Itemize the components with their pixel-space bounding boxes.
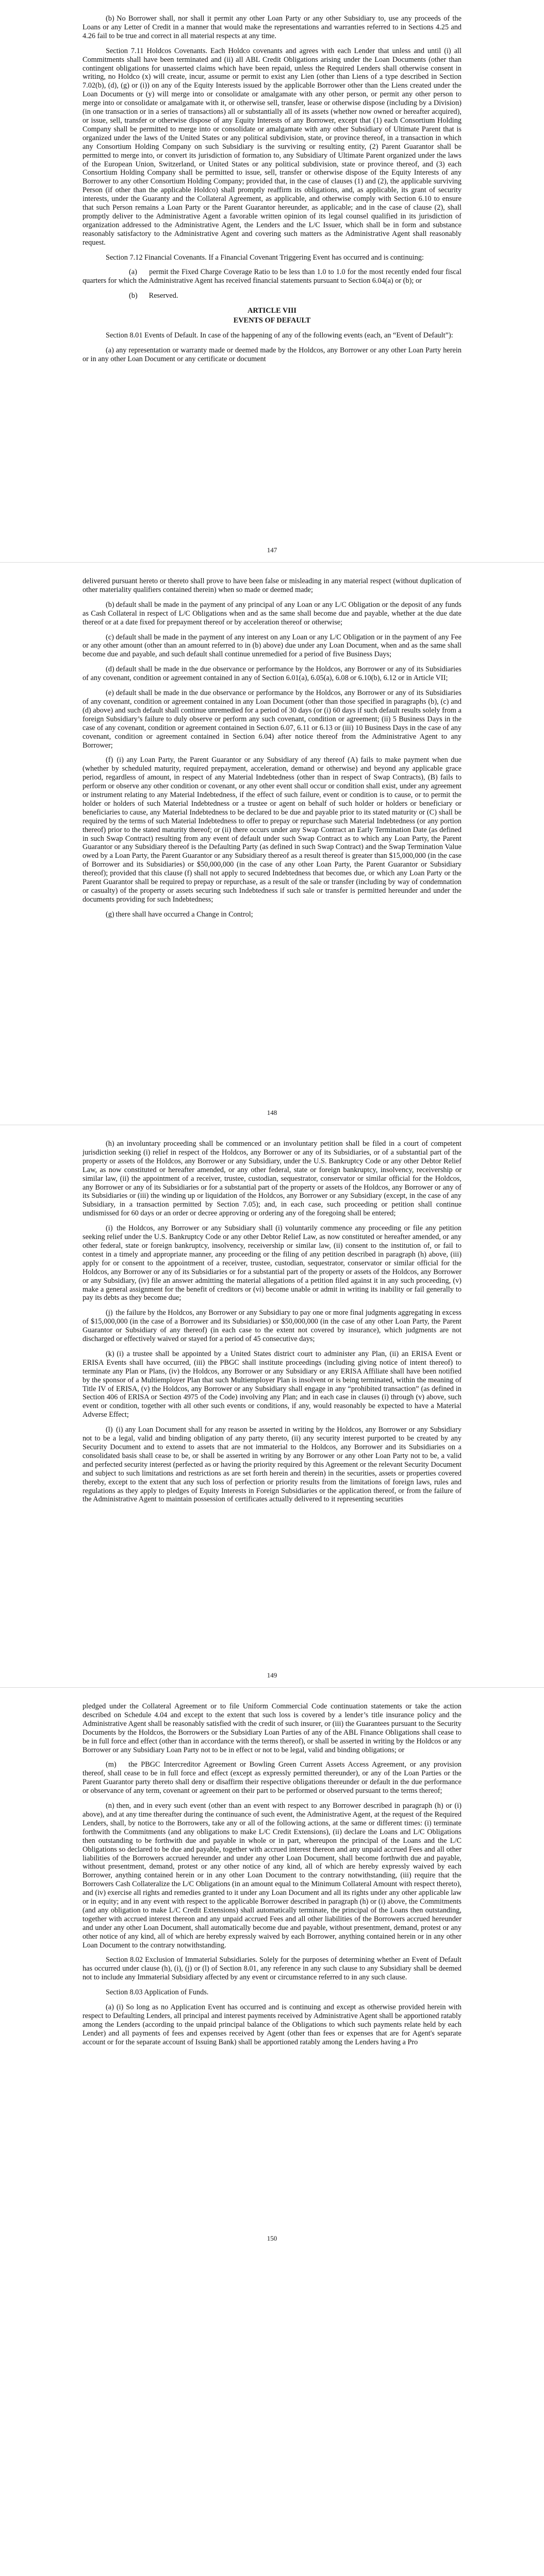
paragraph: (b) No Borrower shall, nor shall it permit any other Loan Party or any other Subsidiary to, use any proceeds of the Loans or any Letter of Credit in a manner that would make the representations and warranties referred to in Sections 4.25 and 4.26 fail to be true and correct in all material respects at any time. xyxy=(83,14,464,40)
page-number: 148 xyxy=(267,1109,277,1117)
paragraph: Section 8.02 Exclusion of Immaterial Subsidiaries. Solely for the purposes of determining whether an Event of Default has occurred under clause (h), (i), (j) or (l) of Section 8.01, any reference in any such clause to any Subsidiary shall be deemed not to include any Immaterial Subsidiary affected by any event or circumstance referred to in any such clause. xyxy=(83,1956,464,1982)
paragraph: (a) permit the Fixed Charge Coverage Ratio to be less than 1.0 to 1.0 for the most recently ended four fiscal quarters for which the Administrative Agent has received financial statements pursuant to Section 6.04(a) or (b); or xyxy=(83,268,464,285)
page-number: 150 xyxy=(267,2234,277,2243)
paragraph: (m) the PBGC Intercreditor Agreement or Bowling Green Current Assets Access Agreement, or any provision thereof, shall cease to be in full force and effect (except as expressly permitted thereunder), or any of the Loan Parties or the Parent Guarantor party thereto shall deny or disaffirm their respective obligations thereunder or default in the due performance or observance of any term, covenant or agreement on their part to be performed or observed pursuant to the terms thereof; xyxy=(83,1760,464,1795)
paragraph: Section 7.12 Financial Covenants. If a Financial Covenant Triggering Event has occurred and is continuing: xyxy=(106,253,424,262)
document-page xyxy=(0,563,544,1125)
paragraph: (b) default shall be made in the payment of any principal of any Loan or any L/C Obligation or the deposit of any funds as Cash Collateral in respect of L/C Obligations when and as the same shall become due and payable, whether at the due date thereof or at a date fixed for prepayment thereof or by acceleration thereof or otherwise; xyxy=(83,600,464,626)
paragraph: (a) any representation or warranty made or deemed made by the Holdcos, any Borrower or any other Loan Party herein or in any other Loan Document or any certificate or document xyxy=(83,346,464,363)
paragraph: pledged under the Collateral Agreement or to file Uniform Commercial Code continuation statements or take the action described on Schedule 4.04 and except to the extent that such loss is covered by a lender’s title insurance policy and the Administrative Agent shall be reasonably satisfied with the credit of such insurer, or (iii) the Guarantees pursuant to the Security Documents by the Holdcos, the Borrowers or the Subsidiary Loan Parties of any of the ABL Finance Obligations shall cease to be in full force and effect (other than in accordance with the terms thereof), or shall be asserted in writing by the Holdcos or any Borrower or any Subsidiary Loan Party not to be in effect or not to be legal, valid and binding obligations; or xyxy=(83,1702,464,1754)
paragraph: (i) the Holdcos, any Borrower or any Subsidiary shall (i) voluntarily commence any proceeding or file any petition seeking relief under the U.S. Bankruptcy Code or any other Debtor Relief Law, as now constituted or hereafter amended, or any other federal, state or foreign bankruptcy, insolvency, receivership or similar law, (ii) consent to the institution of, or fail to contest in a timely and appropriate manner, any proceeding or the filing of any petition described in paragraph (h) above, (iii) apply for or consent to the appointment of a receiver, trustee, custodian, sequestrator, conservator or similar official for the Holdcos, any Borrower or any of its Subsidiaries or for a substantial part of the property or assets of the Holdcos, any Borrower or any Subsidiary, (iv) file an answer admitting the material allegations of a petition filed against it in any such proceeding, (v) make a general assignment for the benefit of creditors or (vi) become unable or admit in writing its inability or fail generally to pay its debts as they become due; xyxy=(83,1224,464,1302)
document-page xyxy=(0,1688,544,2250)
paragraph: delivered pursuant hereto or thereto shall prove to have been false or misleading in any material respect (without duplication of other materiality qualifiers contained therein) when so made or deemed made; xyxy=(83,577,464,594)
paragraph: (k) (i) a trustee shall be appointed by a United States district court to administer any Plan, (ii) an ERISA Event or ERISA Events shall have occurred, (iii) the PBGC shall institute proceedings (including giving notice of intent thereof) to terminate any Plan or Plans, (iv) the Holdcos, any Borrower or any Subsidiary or any ERISA Affiliate shall have been notified by the sponsor of a Multiemployer Plan that such Multiemployer Plan is insolvent or is being terminated, within the meaning of Title IV of ERISA, (v) the Holdcos, any Borrower or any Subsidiary shall engage in any “prohibited transaction” (as defined in Section 406 of ERISA or Section 4975 of the Code) involving any Plan; and in each case in clauses (i) through (v) above, such event or condition, together with all other such events or conditions, if any, would reasonably be expected to have a Material Adverse Effect; xyxy=(83,1349,464,1419)
paragraph: (n) then, and in every such event (other than an event with respect to any Borrower described in paragraph (h) or (i) above), and at any time thereafter during the continuance of such event, the Administrative Agent, at the request of the Required Lenders, shall, by notice to the Borrowers, take any or all of the following actions, at the same or different times: (i) terminate forthwith the Commitments (and any obligations to make L/C Credit Extensions), (ii) declare the Loans and L/C Obligations then outstanding to be forthwith due and payable in whole or in part, whereupon the principal of the Loans and the L/C Obligations so declared to be due and payable, together with accrued interest thereon and any unpaid accrued Fees and all other liabilities of the Borrowers accrued hereunder and under any other Loan Document, shall become forthwith due and payable, without presentment, demand, protest or any other notice of any kind, all of which are hereby expressly waived by each Borrower, anything contained herein or in any other Loan Document to the contrary notwithstanding, (iii) require that the Borrowers Cash Collateralize the L/C Obligations (in an amount equal to the Minimum Collateral Amount with respect thereto), and (iv) exercise all rights and remedies granted to it under any Loan Document and all its rights under any other applicable law or in equity; and in any event with respect to the applicable Borrower described in paragraph (h) or (i) above, the Commitments (and any obligation to make L/C Credit Extensions) shall automatically terminate, the principal of the Loans then outstanding, together with accrued interest thereon and any unpaid accrued Fees and all other liabilities of the Borrowers accrued hereunder and under any other Loan Document, shall automatically become due and payable, without presentment, demand, protest or any other notice of any kind, all of which are hereby expressly waived by each Borrower, anything contained herein or in any other Loan Document to the contrary notwithstanding. xyxy=(83,1802,464,1950)
document-page xyxy=(0,0,544,563)
page-number: 149 xyxy=(267,1671,277,1680)
paragraph: Section 8.01 Events of Default. In case of the happening of any of the following events (each, an “Event of Default”): xyxy=(106,331,453,340)
paragraph: (f) (i) any Loan Party, the Parent Guarantor or any Subsidiary of any thereof (A) fails to make payment when due (whether by scheduled maturity, required prepayment, acceleration, demand or otherwise) and beyond any applicable grace period, regardless of amount, in respect of any Material Indebtedness (other than in respect of Swap Contracts), (B) fails to perform or observe any other condition or covenant, or any other event shall occur or condition shall exist, under any agreement or instrument relating to any Material Indebtedness, if the effect of such failure, event or condition is to cause, or to permit the holder or holders of such Material Indebtedness or a trustee or agent on behalf of such holder or holders or beneficiary or beneficiaries to cause, any Material Indebtedness to be declared to be due and payable prior to its stated maturity or (C) shall be required by the terms of such Material Indebtedness to offer to prepay or repurchase such Material Indebtedness (or any portion thereof) prior to the stated maturity thereof; or (ii) there occurs under any Swap Contract an Early Termination Date (as defined in such Swap Contract) resulting from any event of default under such Swap Contract as to which any Loan Party, the Parent Guarantor or any Subsidiary thereof is the Defaulting Party (as defined in such Swap Contract) and the Swap Termination Value owed by a Loan Party, the Parent Guarantor or any Subsidiary thereof as a result thereof is greater than $15,000,000 (in the case of Borrower and its Subsidiaries) or $50,000,000 (in the case of any other Loan Party, the Parent Guarantor or Subsidiary thereof); provided that this clause (f) shall not apply to secured Indebtedness that becomes due, or which any Loan Party or the Parent Guarantor shall be required to prepay or repurchase, as a result of the sale or transfer (including by way of condemnation or casualty) of the property or assets securing such Indebtedness if such sale or transfer is permitted hereunder and under the documents providing for such Indebtedness; xyxy=(83,756,464,904)
paragraph: Section 7.11 Holdcos Covenants. Each Holdco covenants and agrees with each Lender that unless and until (i) all Commitments shall have been terminated and (ii) all ABL Credit Obligations arising under the Loan Documents (other than contingent obligations for unasserted claims which have been repaid, unless the Required Lenders shall otherwise consent in writing, no Holdco (x) will create, incur, assume or permit to exist any Lien (other than Liens of a type described in Section 7.02(b), (d), (g) or (i)) on any of the Equity Interests issued by the applicable Borrower other than the Liens created under the Loan Documents or (y) will merge into or consolidate or amalgamate with any other person, or permit any other person to merge into or consolidate or amalgamate with it, or otherwise sell, transfer, lease or otherwise dispose (including by a Division) (in one transaction or in a series of transactions) all or substantially all of its assets (whether now owned or hereafter acquired), or issue, sell, transfer or otherwise dispose of any Equity Interests of any Borrower, except that (1) each Consortium Holding Company shall be permitted to merge into or consolidate or amalgamate with any other Subsidiary of Ultimate Parent that is organized under the laws of the United States or any political subdivision, state, or province thereof, in a transaction in which any Consortium Holding Company on such Subsidiary is the surviving or resulting entity, (2) Parent Guarantor shall be permitted to merge into, or convert its jurisdiction of formation to, any Subsidiary of Ultimate Parent organized under the laws of the European Union, Switzerland, or United States or any political subdivision, state or province thereof, and (3) each Consortium Holding Company shall be permitted to issue, sell, transfer or otherwise dispose of the Equity Interests of any Borrower to any other Consortium Holding Company; provided that, in the case of clauses (1) and (2), the applicable surviving Person (if other than the applicable Holdco) shall promptly reaffirm its obligations, and, as applicable, its grant of security interests, under the Guaranty and the Collateral Agreement, as applicable, and otherwise comply with Section 6.10 to ensure that such Person remains a Loan Party or the Parent Guarantor hereunder, as applicable; and in the case of clause (2), shall promptly deliver to the Administrative Agent a favorable written opinion of its legal counsel qualified in its jurisdiction of organization addressed to the Administrative Agent, the Lenders and the L/C Issuer, which shall be in form and substance reasonably satisfactory to the Administrative Agent and covering such matters as the Administrative Agent shall reasonably request. xyxy=(83,46,464,247)
paragraph: (l) (i) any Loan Document shall for any reason be asserted in writing by the Holdcos, any Borrower or any Subsidiary not to be a legal, valid and binding obligation of any party thereto, (ii) any security interest purported to be created by any Security Document and to extend to assets that are not immaterial to the Holdcos, any Borrower and its Subsidiaries on a consolidated basis shall cease to be, or shall be asserted in writing by any Borrower or any other Loan Party not to be, a valid and perfected security interest (perfected as or having the priority required by this Agreement or the relevant Security Document and subject to such limitations and restrictions as are set forth herein and therein) in the securities, assets or properties covered thereby, except to the extent that any such loss of perfection or priority results from the limitations of foreign laws, rules and regulations as they apply to pledges of Equity Interests in Foreign Subsidiaries or the application thereof, or from the failure of the Administrative Agent to maintain possession of certificates actually delivered to it representing securities xyxy=(83,1426,464,1504)
paragraph: (d) default shall be made in the due observance or performance by the Holdcos, any Borrower or any of its Subsidiaries of any covenant, condition or agreement contained in any of Section 6.01(a), 6.05(a), 6.08 or 6.10(b), 6.12 or in Article VII; xyxy=(83,665,464,683)
paragraph: (g) there shall have occurred a Change in Control; xyxy=(106,910,253,919)
paragraph: Section 8.03 Application of Funds. xyxy=(106,1988,209,1997)
article-title: EVENTS OF DEFAULT xyxy=(233,316,311,325)
document-page xyxy=(0,1125,544,1688)
paragraph: (h) an involuntary proceeding shall be commenced or an involuntary petition shall be filed in a court of competent jurisdiction seeking (i) relief in respect of the Holdcos, any Borrower or any of its Subsidiaries, or of a substantial part of the property or assets of the Holdcos, any Borrower or any Subsidiary, under the U.S. Bankruptcy Code or any other Debtor Relief Law, as now constituted or hereafter amended, or any other federal, state or foreign bankruptcy, insolvency, receivership or similar law, (ii) the appointment of a receiver, trustee, custodian, sequestrator, conservator or similar official for the Holdcos, any Borrower or any of its Subsidiaries or for a substantial part of the property or assets of the Holdcos, any Borrower or any of its Subsidiaries or (iii) the winding up or liquidation of the Holdcos, any Borrower or any Subsidiary (except, in the case of any Subsidiary, in a transaction permitted by Section 7.05); and, in each case, such proceeding or petition shall continue undismissed for 60 days or an order or decree approving or ordering any of the foregoing shall be entered; xyxy=(83,1140,464,1218)
paragraph: (a) (i) So long as no Application Event has occurred and is continuing and except as otherwise provided herein with respect to Defaulting Lenders, all principal and interest payments received by Administrative Agent shall be apportioned ratably among the Lenders (according to the unpaid principal balance of the Obligations to which such payments relate held by each Lender) and all payments of fees and expenses received by Agent (other than fees or expenses that are for Agent's separate account or for the separate account of Issuing Bank) shall be apportioned ratably among the Lenders having a Pro xyxy=(83,2003,464,2046)
article-heading: ARTICLE VIII xyxy=(248,307,296,315)
paragraph: (e) default shall be made in the due observance or performance by the Holdcos, any Borrower or any of its Subsidiaries of any covenant, condition or agreement contained in any Loan Document (other than those specified in paragraphs (b), (c) and (d) above) and such default shall continue unremedied for a period of 30 days (or (i) 60 days if such default results solely from a foreign Subsidiary’s failure to duly observe or perform any such covenant, condition or agreement; (ii) 5 Business Days in the case of any covenant, condition or agreement contained in Section 6.07, 6.11 or 6.13 or (iii) 10 Business Days in the case of any covenant, condition or agreement contained in Section 6.04) after notice thereof from the Administrative Agent to any Borrower; xyxy=(83,689,464,750)
paragraph: (b) Reserved. xyxy=(129,292,178,300)
paragraph: (j) the failure by the Holdcos, any Borrower or any Subsidiary to pay one or more final judgments aggregating in excess of $15,000,000 (in the case of a Borrower and its Subsidiaries) or $50,000,000 (in the case of any other Loan Party, the Parent Guarantor or Subsidiary of any thereof) (in each case to the extent not covered by insurance), which judgments are not discharged or effectively waived or stayed for a period of 45 consecutive days; xyxy=(83,1309,464,1344)
paragraph: (c) default shall be made in the payment of any interest on any Loan or any L/C Obligation or in the payment of any Fee or any other amount (other than an amount referred to in (b) above) due under any Loan Document, when and as the same shall become due and payable, and such default shall continue unremedied for a period of five Business Days; xyxy=(83,633,464,659)
page-number: 147 xyxy=(267,546,277,554)
